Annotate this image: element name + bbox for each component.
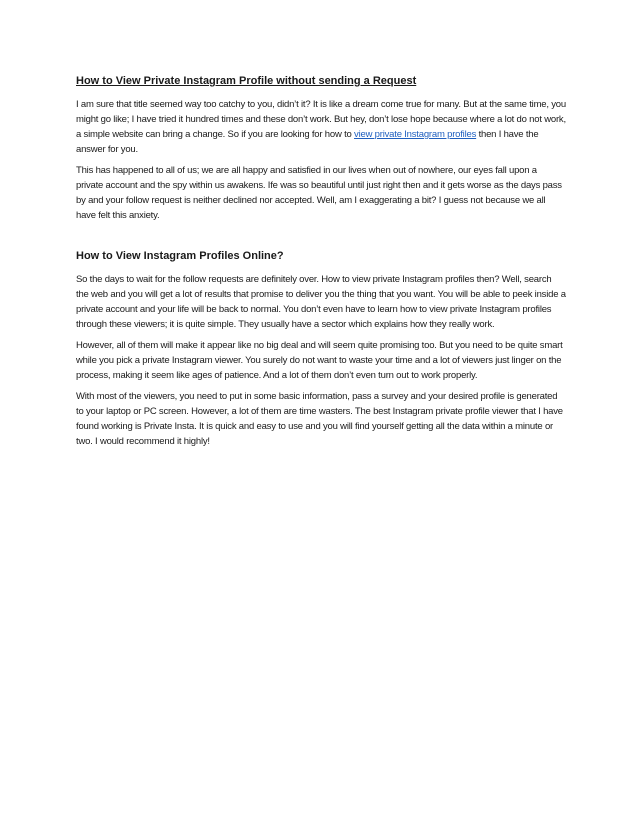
view-private-instagram-profiles-link[interactable]: view private Instagram profiles [354,129,477,140]
section-1-heading: How to View Private Instagram Profile without sending a Request [76,75,417,87]
section-2-paragraph-3: With most of the viewers, you need to put in some basic information, pass a survey and your desired profile is generated to your laptop or PC screen. However, a lot of them are time wasters. The best Instagram private profile viewer that I have found working is Private Insta. It is quick and easy to use and you will find yourself getting all the data within a minute or two. I would recommend it highly! [76,391,563,447]
section-1-paragraph-2: This has happened to all of us; we are all happy and satisfied in our lives when out of nowhere, our eyes fall upon a private account and the spy within us awakens. Ife was so beautiful until just right then and it gets worse as the days pass by and your follow request is neither declined nor accepted. Well, am I exaggerating a bit? I guess not because we all have felt this anxiety. [76,165,562,221]
section-2-paragraph-2: However, all of them will make it appear like no big deal and will seem quite promising too. But you need to be quite smart while you pick a private Instagram viewer. You surely do not want to waste your time and a lot of viewers just linger on the process, making it seem like ages of patience. And a lot of them don’t even turn out to work properly. [76,340,563,381]
section-2-heading: How to View Instagram Profiles Online? [76,250,284,262]
section-1-paragraph-1 [76,97,566,157]
section-2-paragraph-1: So the days to wait for the follow requests are definitely over. How to view private Instagram profiles then? Well, search the web and you will get a lot of results that promise to deliver you the thing that you want. You will be able to peek inside a private account and your life will be back to normal. You don’t even have to learn how to view private Instagram profiles through these viewers; it is quite simple. They usually have a sector which explains how they really work. [76,274,566,330]
section-spacer [76,229,566,249]
paragraph-text: then I have the answer for you. [76,129,539,155]
document-page [76,74,566,455]
paragraph-text: I am sure that title seemed way too catchy to you, didn’t it? It is like a dream come true for many. But at the same time, you might go like; I have tried it hundred times and these don’t work. But hey, don’t lose hope because where a lot do not work, a simple website can bring a change. So if you are looking for how to [76,99,566,140]
